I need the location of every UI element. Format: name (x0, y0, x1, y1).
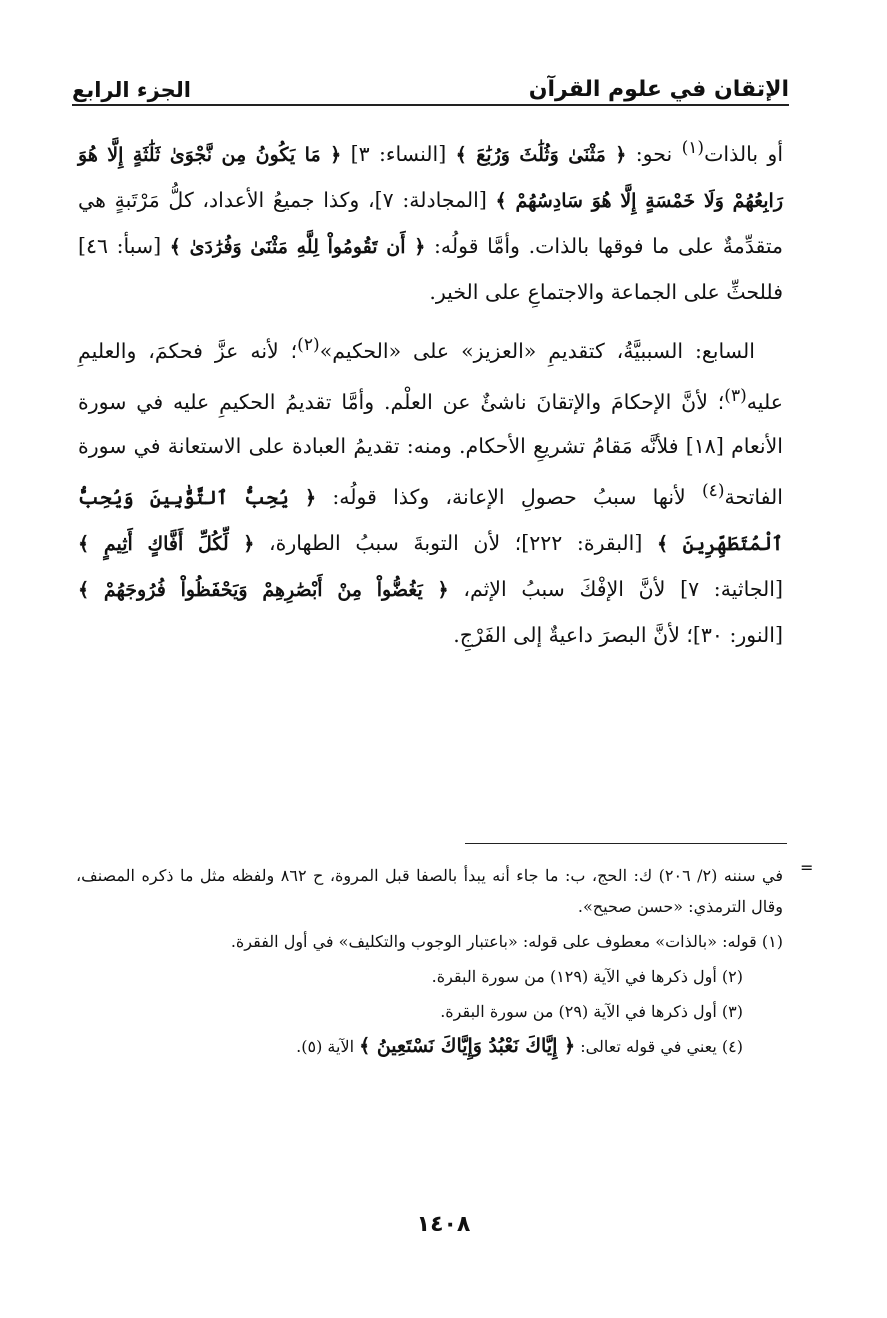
quran-quote: ﴿ أَن تَقُومُواْ لِلَّهِ مَثْنَىٰ وَفُرَٰدَىٰ ﴾ (169, 235, 426, 258)
verse-reference: [المجادلة: ٧] (374, 187, 496, 212)
text-run: لأنها سببُ حصولِ الإعانة، وكذا قولُه: (316, 485, 702, 510)
part-title: الجزء الرابع (72, 78, 191, 102)
book-title: الإتقان في علوم القرآن (528, 77, 789, 102)
verse-reference: [سبأ: ٤٦] (78, 233, 170, 258)
verse-reference: [البقرة: ٢٢٢] (521, 531, 657, 556)
quran-quote: ﴿ يُحِبُّ ٱلتَّوَّٰبِينَ وَيُحِبُّ ٱلْمُتَطَهِّرِينَ ﴾ (78, 487, 783, 556)
footnote-marker-4: (٤) (701, 481, 725, 502)
verse-reference: [النور: ٣٠] (692, 623, 783, 648)
footnote-marker-1: (١) (681, 138, 705, 158)
footnote-1: (١) قوله: «بالذات» معطوف على قوله: «باعتبار الوجوب والتكليف» في أول الفقرة. (230, 932, 783, 951)
main-text (78, 126, 783, 658)
footnote-marker-3: (٣) (724, 385, 747, 406)
paragraph-1 (78, 126, 783, 315)
footnote-separator (465, 843, 787, 844)
footnote-4 (76, 1031, 783, 1062)
verse-reference: [الجاثية: ٧] (680, 577, 783, 602)
text-run: (٤) يعني في قوله تعالى: (575, 1037, 743, 1056)
quran-quote: ﴿ مَا يَكُونُ مِن نَّجْوَىٰ ثَلَٰثَةٍ إِلَّا هُوَ رَابِعُهُمْ وَلَا خَمْسَةٍ إِلَّا هُوَ سَادِسُهُمْ ﴾ (78, 143, 783, 212)
text-run: أو بالذات (704, 141, 784, 166)
continuation-mark: = (800, 858, 814, 877)
text-run: الآية (٥). (296, 1037, 360, 1056)
text-run: لأنَّ الإفْكَ سببُ الإثم، (448, 577, 681, 602)
quran-quote: ﴿ إِيَّاكَ نَعْبُدُ وَإِيَّاكَ نَسْتَعِينُ ﴾ (359, 1035, 576, 1057)
footnote-marker-2: (٢) (297, 334, 320, 355)
quran-quote: ﴿ مَثْنَىٰ وَثُلَٰثَ وَرُبَٰعَ ﴾ (455, 143, 627, 166)
footnote-3: (٣) أول ذكرها في الآية (٢٩) من سورة البقرة. (440, 1002, 743, 1021)
text-run: ؛ لأنَّ البصرَ داعيةٌ إلى الفَرْجِ. (453, 623, 693, 648)
text-run: فللحثِّ على الجماعة والاجتماعِ على الخير. (429, 279, 783, 304)
footnote-2: (٢) أول ذكرها في الآية (١٢٩) من سورة البقرة. (431, 967, 743, 986)
running-header (72, 58, 789, 102)
text-run: ؛ لأنه عزَّ فحكمَ، والعليمِ عليه (78, 338, 783, 414)
text-run: ، وكذا جميعُ الأعداد، كلُّ مَرْتَبةٍ هي متقدِّمةٌ على ما فوقها بالذات. وأمَّا قولُه: (78, 187, 783, 258)
quran-quote: ﴿ لِّكُلِّ أَفَّاكٍ أَثِيمٍ ﴾ (78, 533, 255, 556)
text-run: ؛ لأن التوبةَ سببُ الطهارة، (254, 531, 522, 556)
verse-reference: [النساء: ٣] (341, 141, 456, 166)
quran-quote: ﴿ يَغُضُّواْ مِنْ أَبْصَٰرِهِمْ وَيَحْفَظُواْ فُرُوجَهُمْ ﴾ (78, 579, 449, 602)
footnote-continuation: في سننه (٢/ ٢٠٦) ك: الحج، ب: ما جاء أنه يبدأ بالصفا قبل المروة، ح ٨٦٢ ولفظه مثل ما ذكره المصنف، وقال الترمذي: «حسن صحيح». (76, 866, 783, 916)
text-run: نحو: (626, 141, 682, 166)
paragraph-2 (78, 323, 783, 658)
page-number: ١٤٠٨ (416, 1212, 471, 1237)
text-run: السابع: السببيَّةُ، كتقديمِ «العزيز» على «الحكيم» (319, 338, 755, 363)
footnotes (76, 860, 783, 1066)
text-run: ؛ لأنَّ الإحكامَ والإتقانَ ناشئٌ عن العلْم. وأمَّا تقديمُ الحكيمِ عليه في سورة الأنعام [١٨] فلأنَّه مَقامُ تشريعِ الأحكام. ومنه: تقديمُ العبادة على الاستعانة في سورة الفاتحة (78, 389, 783, 510)
header-rule (72, 104, 789, 106)
